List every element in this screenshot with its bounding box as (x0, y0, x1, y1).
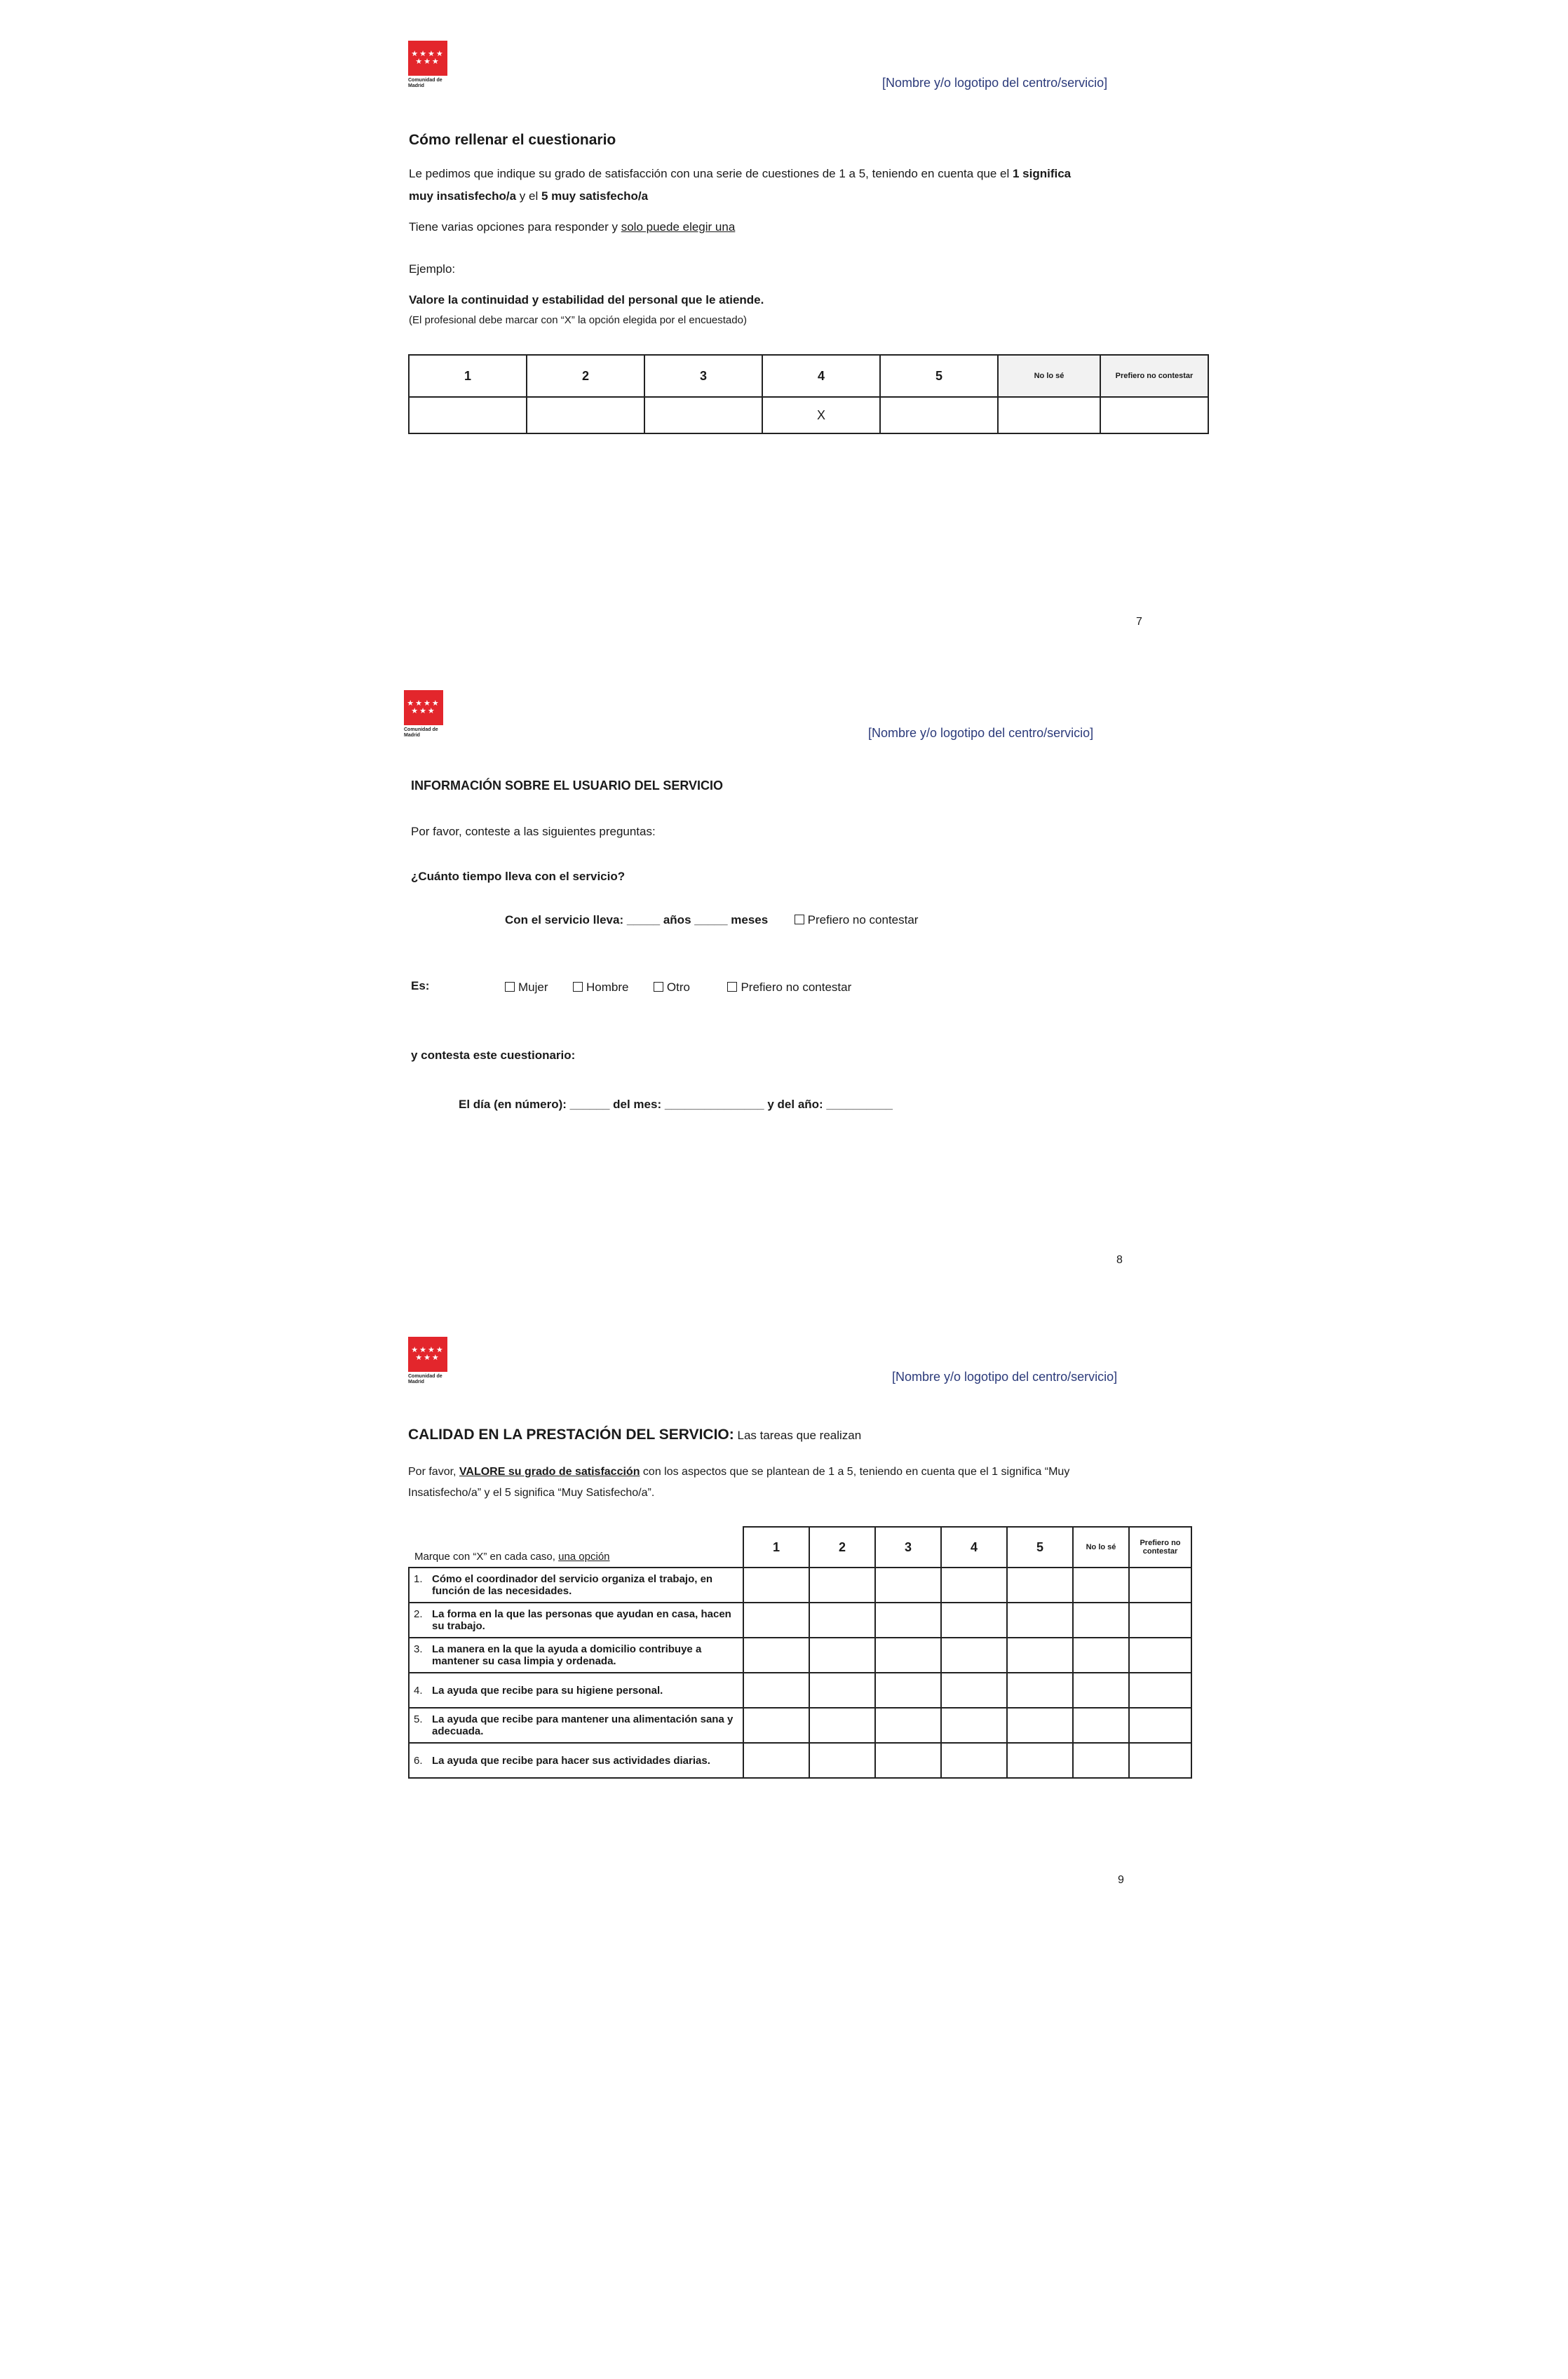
rating-cell[interactable] (1073, 1743, 1129, 1778)
page2-question-date: y contesta este cuestionario: (411, 1049, 576, 1062)
gender-options-row (505, 980, 851, 995)
item-label: 3. La manera en la que la ayuda a domicilio contribuye a mantener su casa limpia y ordenada. (409, 1638, 743, 1673)
rating-cell[interactable] (1007, 1743, 1073, 1778)
rating-cell[interactable] (941, 1638, 1007, 1673)
header-cell-no-lo-se: No lo sé (1073, 1527, 1129, 1568)
rating-cell[interactable] (743, 1673, 809, 1708)
page-number-8: 8 (1116, 1254, 1123, 1266)
rating-cell[interactable] (1129, 1638, 1191, 1673)
header-cell-prefiero: Prefiero no contestar (1100, 355, 1208, 397)
header-cell-2: 2 (527, 355, 644, 397)
rating-cell[interactable] (1129, 1708, 1191, 1743)
example-rating-table (408, 354, 1209, 434)
header-cell-1: 1 (409, 355, 527, 397)
header-cell-no-lo-se: No lo sé (998, 355, 1100, 397)
table-row (409, 1568, 1191, 1603)
page1-example-question: Valore la continuidad y estabilidad del personal que le atiende. (409, 293, 764, 306)
time-in-service-input[interactable]: Con el servicio lleva: _____ años _____ meses (505, 913, 769, 926)
rating-cell[interactable] (809, 1708, 875, 1743)
rating-cell[interactable] (809, 1673, 875, 1708)
rating-cell[interactable] (941, 1603, 1007, 1638)
page3-title: CALIDAD EN LA PRESTACIÓN DEL SERVICIO: Las tareas que realizan (408, 1427, 862, 1443)
rating-cell[interactable] (1073, 1708, 1129, 1743)
table-row (409, 1708, 1191, 1743)
checkbox-label: Prefiero no contestar (807, 913, 919, 926)
checkbox-prefer-not-gender[interactable] (727, 982, 737, 992)
header-cell-prefiero: Prefiero no contestar (1129, 1527, 1191, 1568)
page1-title: Cómo rellenar el cuestionario (409, 132, 616, 148)
rating-cell[interactable] (743, 1743, 809, 1778)
page2-intro: Por favor, conteste a las siguientes preguntas: (411, 825, 656, 838)
rating-cell[interactable] (1129, 1568, 1191, 1603)
logo-mark-icon: ★★★★ ★★★ (404, 690, 443, 725)
logo-mark-icon: ★★★★ ★★★ (408, 41, 447, 76)
rating-cell[interactable] (1073, 1673, 1129, 1708)
header-placeholder-p1: [Nombre y/o logotipo del centro/servicio] (882, 76, 1108, 90)
option-label: Otro (666, 980, 690, 994)
checkbox-prefer-not-time[interactable] (795, 915, 804, 924)
option-label: Mujer (518, 980, 548, 994)
header-cell-4: 4 (762, 355, 880, 397)
page1-intro: Le pedimos que indique su grado de satisfacción con una serie de cuestiones de 1 a 5, teniendo en cuenta que el 1 significa muy insatisfecho/a y el 5 muy satisfecho/a (409, 167, 1072, 203)
logo-label: Comunidad de Madrid (404, 727, 438, 738)
header-placeholder-p2: [Nombre y/o logotipo del centro/servicio] (868, 726, 1094, 740)
page-number-9: 9 (1118, 1874, 1124, 1886)
rating-cell[interactable] (809, 1743, 875, 1778)
time-in-service-row (505, 913, 918, 927)
page1-example-label: Ejemplo: (409, 262, 456, 276)
rating-cell[interactable] (875, 1743, 941, 1778)
rating-cell[interactable] (1007, 1638, 1073, 1673)
rating-cell[interactable] (1073, 1603, 1129, 1638)
checkbox-mujer[interactable] (505, 982, 515, 992)
answer-cell-5[interactable] (880, 397, 998, 433)
rating-cell[interactable] (875, 1673, 941, 1708)
rating-cell[interactable] (743, 1708, 809, 1743)
header-cell-4: 4 (941, 1527, 1007, 1568)
header-cell-5: 5 (880, 355, 998, 397)
page2-title: INFORMACIÓN SOBRE EL USUARIO DEL SERVICIO (411, 779, 724, 793)
page1-options-note: Tiene varias opciones para responder y solo puede elegir una (409, 220, 736, 234)
logo-comunidad-madrid-p1 (408, 41, 453, 89)
answer-cell-3[interactable] (644, 397, 762, 433)
satisfaction-rating-table (408, 1526, 1192, 1779)
rating-cell[interactable] (809, 1638, 875, 1673)
date-line[interactable]: El día (en número): ______ del mes: _______________ y del año: __________ (459, 1098, 893, 1111)
rating-cell[interactable] (1007, 1708, 1073, 1743)
rating-cell[interactable] (941, 1743, 1007, 1778)
logo-comunidad-madrid-p2 (404, 690, 449, 739)
rating-cell[interactable] (1129, 1603, 1191, 1638)
logo-label: Comunidad de Madrid (408, 78, 442, 88)
rating-cell[interactable] (1073, 1568, 1129, 1603)
table-row (409, 1673, 1191, 1708)
header-cell-1: 1 (743, 1527, 809, 1568)
mark-instruction: Marque con “X” en cada caso, una opción (409, 1527, 743, 1568)
rating-cell[interactable] (941, 1673, 1007, 1708)
checkbox-hombre[interactable] (573, 982, 583, 992)
table-row (409, 1603, 1191, 1638)
rating-cell[interactable] (1073, 1638, 1129, 1673)
header-cell-5: 5 (1007, 1527, 1073, 1568)
header-cell-3: 3 (644, 355, 762, 397)
rating-cell[interactable] (1129, 1673, 1191, 1708)
page2-es-label: Es: (411, 979, 430, 992)
table-row (409, 1638, 1191, 1673)
page-number-7: 7 (1136, 616, 1142, 628)
logo-mark-icon: ★★★★ ★★★ (408, 1337, 447, 1372)
page2-question-time: ¿Cuánto tiempo lleva con el servicio? (411, 870, 626, 883)
rating-cell[interactable] (875, 1568, 941, 1603)
header-cell-3: 3 (875, 1527, 941, 1568)
header-cell-2: 2 (809, 1527, 875, 1568)
answer-cell-1[interactable] (409, 397, 527, 433)
item-label: 1. Cómo el coordinador del servicio organiza el trabajo, en función de las necesidades. (409, 1568, 743, 1603)
table-row (409, 1743, 1191, 1778)
item-label: 5. La ayuda que recibe para mantener una alimentación sana y adecuada. (409, 1708, 743, 1743)
rating-cell[interactable] (941, 1568, 1007, 1603)
rating-cell[interactable] (809, 1603, 875, 1638)
rating-cell[interactable] (875, 1708, 941, 1743)
rating-cell[interactable] (1007, 1603, 1073, 1638)
rating-cell[interactable] (809, 1568, 875, 1603)
logo-comunidad-madrid-p3 (408, 1337, 453, 1385)
rating-cell[interactable] (875, 1603, 941, 1638)
item-label: 6. La ayuda que recibe para hacer sus actividades diarias. (409, 1743, 743, 1778)
page1-example-note: (El profesional debe marcar con “X” la opción elegida por el encuestado) (409, 314, 747, 326)
rating-cell[interactable] (743, 1638, 809, 1673)
rating-cell[interactable] (743, 1603, 809, 1638)
item-label: 4. La ayuda que recibe para su higiene personal. (409, 1673, 743, 1708)
logo-label: Comunidad de Madrid (408, 1374, 442, 1384)
rating-cell[interactable] (1007, 1568, 1073, 1603)
item-label: 2. La forma en la que las personas que ayudan en casa, hacen su trabajo. (409, 1603, 743, 1638)
option-label: Hombre (586, 980, 629, 994)
answer-cell-2[interactable] (527, 397, 644, 433)
header-placeholder-p3: [Nombre y/o logotipo del centro/servicio] (892, 1370, 1118, 1384)
rating-cell[interactable] (941, 1708, 1007, 1743)
rating-cell[interactable] (743, 1568, 809, 1603)
rating-cell[interactable] (875, 1638, 941, 1673)
answer-cell-prefiero[interactable] (1100, 397, 1208, 433)
answer-cell-no-lo-se[interactable] (998, 397, 1100, 433)
rating-cell[interactable] (1007, 1673, 1073, 1708)
checkbox-otro[interactable] (654, 982, 663, 992)
answer-cell-4[interactable]: X (762, 397, 880, 433)
page3-intro: Por favor, VALORE su grado de satisfacción con los aspectos que se plantean de 1 a 5, teniendo en cuenta que el 1 significa “Muy Insatisfecho/a” y el 5 significa “Muy Satisfecho/a”. (408, 1466, 1070, 1499)
rating-cell[interactable] (1129, 1743, 1191, 1778)
option-label: Prefiero no contestar (741, 980, 852, 994)
